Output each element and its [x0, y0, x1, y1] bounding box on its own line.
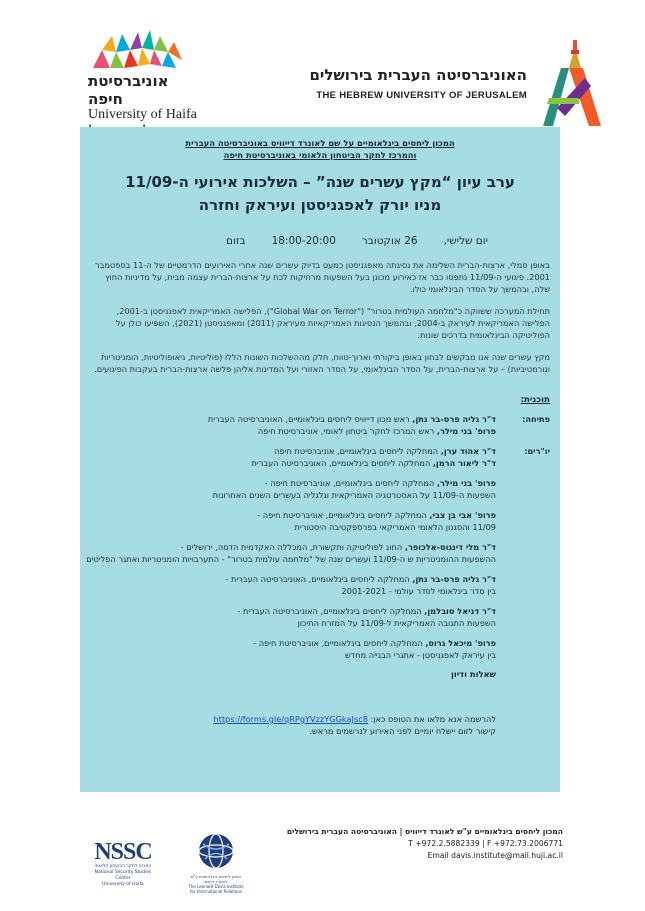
speaker-affiliation: החוג לפוליטיקה ותקשורת, המכללה האקדמית הדסה, ירושלים - [180, 542, 405, 552]
speaker-affiliation: המחלקה ליחסים בינלאומיים, האוניברסיטה העברית - [225, 574, 413, 584]
speaker-affiliation: המחלקה ליחסים בינלאומיים, אוניברסיטת חיפה - [253, 638, 426, 648]
talk-item [80, 605, 560, 629]
speaker-line [208, 413, 496, 425]
event-day: יום שלישי, [443, 235, 488, 247]
program-title: תוכנית: [520, 395, 550, 405]
event-date: 26 אוקטובר [361, 235, 418, 247]
haifa-university-logo [88, 30, 198, 140]
closing-qa: שאלות ודיון [450, 669, 496, 679]
talk-item [80, 541, 560, 565]
talk-item [80, 637, 560, 661]
event-place: בזום [226, 235, 246, 247]
event-title [80, 171, 560, 217]
event-panel [80, 127, 560, 792]
chairs-label: יו"רים: [524, 446, 550, 456]
talk-item [80, 509, 560, 533]
huji-name-hebrew: האוניברסיטה העברית בירושלים [309, 66, 527, 84]
speaker-line [252, 457, 497, 469]
institutes-heading [80, 137, 560, 161]
speaker-name: ד"ר מלי דינגוס-אלכופר, [404, 542, 496, 552]
speaker-affiliation: המחלקה ליחסים בינלאומיים, אוניברסיטת חיפה - [264, 478, 437, 488]
institute-line: המכון ליחסים בינלאומיים על שם לאונרד דייוויס באוניברסיטה העברית [185, 138, 455, 148]
footer-email[interactable]: Email davis.institute@mail.huji.ac.il [427, 851, 563, 860]
description [80, 259, 560, 375]
speaker-name: פרופ' בני מילר, [436, 478, 496, 488]
event-time: 18:00-20:00 [271, 235, 336, 247]
opening-label: פתיחה: [522, 414, 550, 424]
globe-icon [197, 832, 235, 870]
speaker-affiliation: המחלקה ליחסים בינלאומיים, האוניברסיטה העברית [251, 458, 433, 468]
nssc-wordmark: NSSC [94, 839, 152, 865]
talk-topic: השפעות התגובה האמריקאית ל-11/09 על המזרח התיכון [297, 618, 496, 628]
footer-phone: T +972.2.5882339 | F +972.73.2006771 [408, 839, 563, 848]
speaker-affiliation: המחלקה ליחסים בינלאומיים, אוניברסיטת חיפה - [257, 510, 430, 520]
haifa-name-hebrew: אוניברסיטת חיפה [88, 72, 169, 108]
talk-item [80, 573, 560, 597]
speaker-name: ד"ר גליה פרס-בר נתן, [412, 574, 496, 584]
talk-topic: בין עיראק לאפגניסטן - אתגרי הבנייה מחדש [344, 650, 496, 660]
nssc-hebrew: המרכז לחקר הביטחון הלאומי [94, 864, 152, 869]
hebrew-university-logo [309, 38, 605, 128]
talk-topic: השפעות ה-11/09 על האסטרטגיה האמריקאית וגלגליה בעשרים השנים האחרונות [212, 490, 496, 500]
speaker-line [208, 425, 496, 437]
huji-name-english: THE HEBREW UNIVERSITY OF JERUSALEM [316, 90, 527, 101]
opening-section [80, 413, 560, 437]
registration [80, 713, 560, 737]
nssc-english: National Security Studies Center [94, 870, 152, 881]
chairs-section [80, 445, 560, 469]
description-paragraph: באופן סמלי, ארצות-הברית השלימה את נסיגתה מאפגניסטן כמעט בדיוק עשרים שנה אחרי האירועים הדרמטיים של ה-11 בספטמבר 2001. פיגועי ה-11/09 נתפסו כבר אז כאירוע מכונן בעל השפעות מרחיקות לכת על ארצות-הברית עצמה מבית, על מדיניות החוץ שלה, ובהמשך על הסדר הבינלאומי כולו. [94, 260, 550, 294]
footer-contact [287, 826, 563, 862]
speaker-name: ד"ר דניאל סובלמן, [424, 606, 496, 616]
speaker-affiliation: ראש המרכז לחקר ביטחון לאומי, אוניברסיטת חיפה [257, 426, 437, 436]
title-line: ערב עיון “מקץ עשרים שנה” – השלכות אירועי ה-11/09 [125, 173, 515, 191]
event-datetime [80, 235, 560, 247]
footer-org: המכון ליחסים בינלאומיים ע"ש לאונרד דייוויס | האוניברסיטה העברית בירושלים [286, 827, 563, 836]
talk-topic: בין סדר בינלאומי לסדר עולמי - 2001-2021 [341, 586, 496, 596]
talk-topic: 11/09 והסגנון הלאומי האמריקאי בפרספקטיבה היסטורית [294, 522, 496, 532]
haifa-name-english: University of Haifa [88, 107, 197, 122]
haifa-mosaic-icon [88, 30, 188, 70]
institute-line: והמרכז לחקר הביטחון הלאומי באוניברסיטת חיפה [223, 150, 417, 160]
description-paragraph: מקץ עשרים שנה אנו מבקשים לבחון באופן ביקורתי וארוך-טווח, חלק מההשלכות השונות הללו (פוליטיות, גיאופוליטיות, הומניטריות ונורמטיביות) – על ארצות-הברית, על הסדר הבינלאומי, על הסדר האזורי ועל המדינות אליהן פלשה ארצות-הברית בעקבות הפיגועים. [94, 352, 550, 374]
speaker-affiliation: ראש מכון דייוויס ליחסים בינלאומיים, האוניברסיטה העברית [207, 414, 413, 424]
registration-note: קישור לזום יישלח יומיים לפני האירוע לנרשמים מראש. [309, 726, 496, 736]
nssc-logo [88, 840, 158, 888]
speaker-name: ד"ר גליה פרס-בר נתן, [412, 414, 496, 424]
registration-link[interactable]: https://forms.gle/qRPgYVzzYGGkaJsc8 [213, 714, 368, 724]
speaker-name: ד"ר ליאור הרמן, [432, 458, 496, 468]
speaker-affiliation: המחלקה ליחסים בינלאומיים, אוניברסיטת חיפה [274, 446, 441, 456]
speaker-name: פרופ' אבי בן צבי, [429, 510, 496, 520]
talk-topic: ההשפעות ההומניטריות ש ה-11/09 ועשרים שנה של "מלחמה עולמית בטרור" - התערבויות הומניטריות ואתגר הפליטים [86, 554, 496, 564]
description-paragraph: תחילת המערכה ששווקה כ"מלחמה העולמית בטרור" ("Global War on Terror"), הפלישה האמריקאית לאפגניסטן ב-2001, הפלישה האמריקאית לעיראק ב-2004, ובהמשך הנסיגות האמריקאיות מעיראק (2011) ומאפגניסטן (2021), השפיעו כולן על הפוליטיקה הבינלאומית בדרכים שונות. [115, 306, 550, 340]
huji-menorah-icon [535, 38, 605, 128]
davis-english: The Leonard Davis Institute for International Relations [188, 884, 244, 894]
speaker-line [252, 445, 497, 457]
nssc-university: University of Haifa [102, 882, 144, 887]
speaker-name: פרופ' בני מילר, [436, 426, 496, 436]
registration-prefix: להרשמה אנא מלאו את הטופס כאן: [370, 714, 496, 724]
title-line: מניו יורק לאפגניסטן ועיראק וחזרה [198, 196, 442, 214]
talk-item [80, 477, 560, 501]
speaker-name: ד"ר אהוד ערן, [440, 446, 496, 456]
davis-hebrew: המכון ליחסים בינלאומיים ע"ש לאונרד דייוויס [190, 874, 242, 884]
speaker-name: פרופ' מיכאל גרוס, [425, 638, 496, 648]
davis-institute-logo [186, 832, 246, 894]
speaker-affiliation: המחלקה ליחסים בינלאומיים, האוניברסיטה העברית - [237, 606, 425, 616]
